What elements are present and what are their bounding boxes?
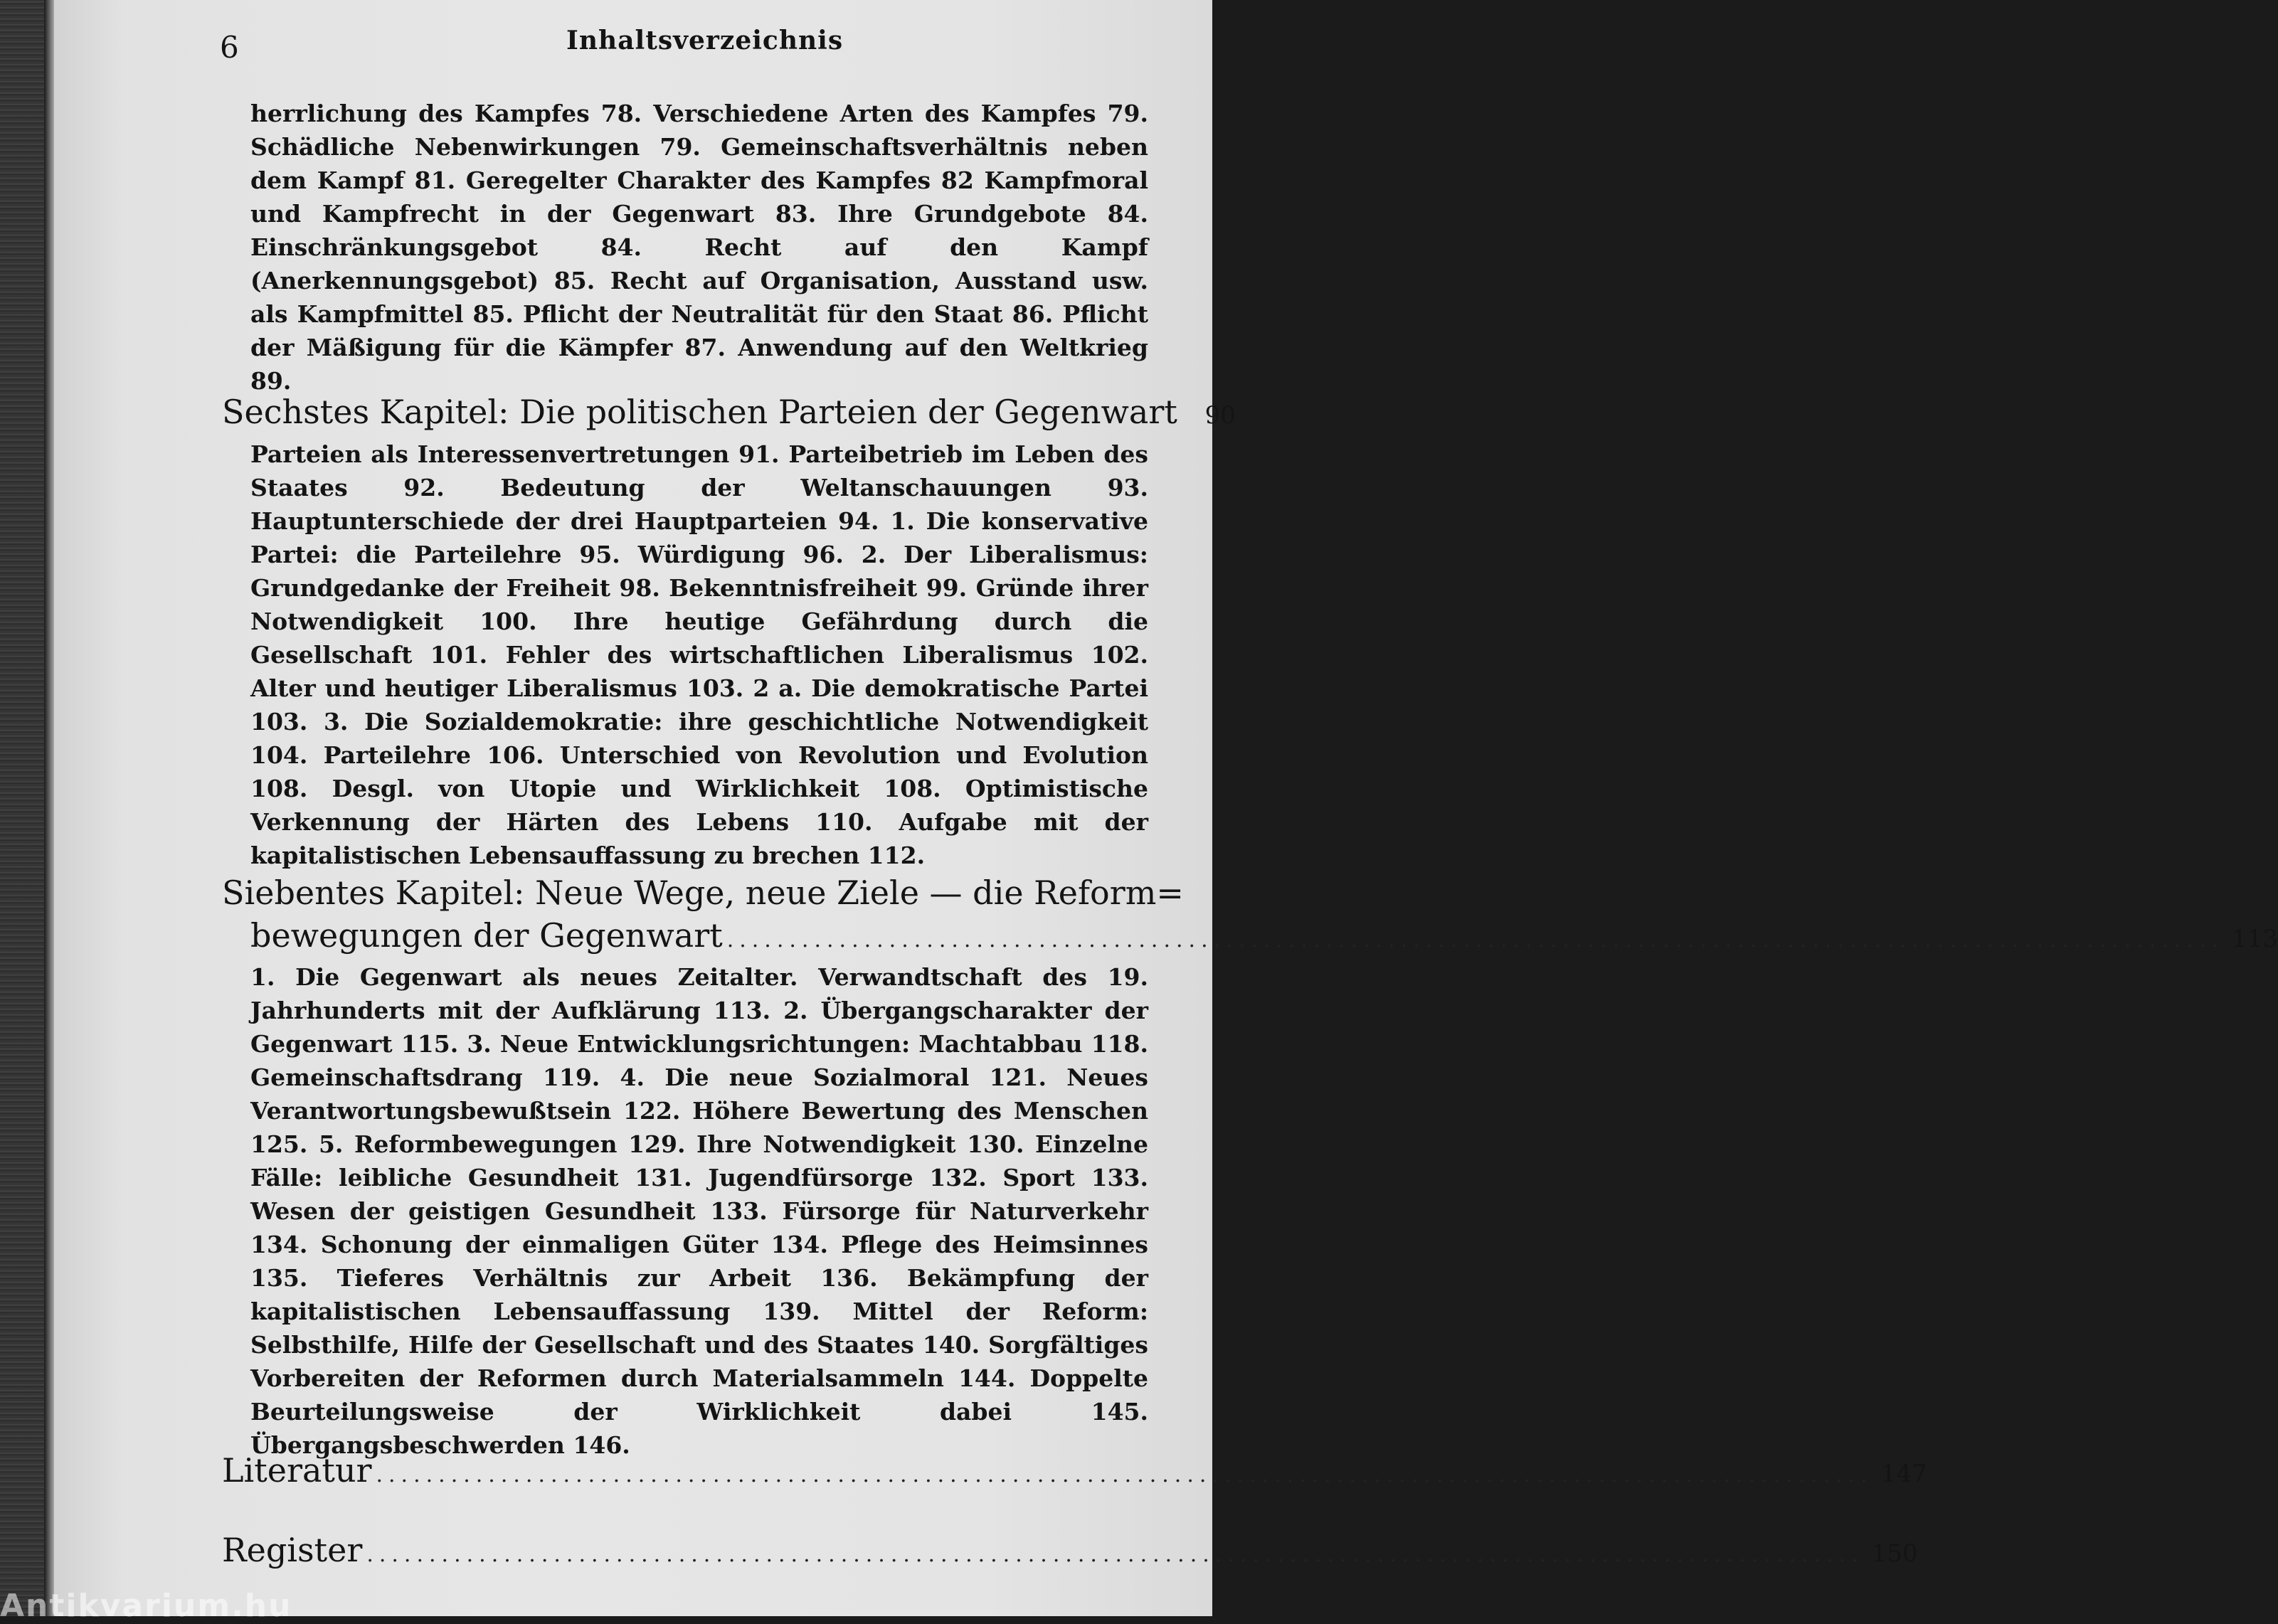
toc-entry-chapter6[interactable] xyxy=(222,393,1236,431)
literatur-title: Literatur xyxy=(222,1451,372,1490)
literatur-page: 147 xyxy=(1880,1460,1927,1488)
running-head: Inhaltsverzeichnis xyxy=(566,26,844,55)
leader-dots: ........................................................................................................................ xyxy=(366,1542,1864,1567)
leader-dots: ........................................................................................................................ xyxy=(726,928,2225,952)
toc-entry-literatur[interactable] xyxy=(222,1451,1927,1490)
leader-dots: ........................................................................................................................ xyxy=(376,1463,1873,1487)
watermark: Antikvarium.hu xyxy=(0,1588,292,1624)
register-title: Register xyxy=(222,1531,363,1569)
chapter5-continuation: herrlichung des Kampfes 78. Verschiedene Arten des Kampfes 79. Schädliche Nebenwirkungen 79. Gemeinschaftsverhältnis neben dem Kampf 81. Geregelter Charakter des Kampfes 82 Kampfmoral und Kampfrecht in der Gegenwart 83. Ihre Grundgebote 84. Einschränkungsgebot 84. Recht auf den Kampf (Anerkennungsgebot) 85. Recht auf Organisation, Ausstand usw. als Kampfmittel 85. Pflicht der Neutralität für den Staat 86. Pflicht der Mäßigung für die Kämpfer 87. Anwendung auf den Weltkrieg 89. xyxy=(250,100,1148,395)
toc-entry-chapter7[interactable] xyxy=(250,916,2278,955)
page-number: 6 xyxy=(220,30,239,65)
chapter7-title-line1[interactable]: Siebentes Kapitel: Neue Wege, neue Ziele — die Reform= xyxy=(222,874,1184,912)
book-page xyxy=(54,0,2278,1616)
toc-entry-register[interactable] xyxy=(222,1531,1918,1569)
chapter6-page: 90 xyxy=(1204,401,1236,430)
chapter6-title: Sechstes Kapitel: Die politischen Parteien der Gegenwart xyxy=(222,393,1177,431)
chapter7-page: 113 xyxy=(2232,925,2278,953)
book-spine xyxy=(0,0,50,1616)
chapter6-summary: Parteien als Interessenvertretungen 91. Parteibetrieb im Leben des Staates 92. Bedeutung der Weltanschauungen 93. Hauptunterschiede der drei Hauptparteien 94. 1. Die konservative Partei: die Parteilehre 95. Würdigung 96. 2. Der Liberalismus: Grundgedanke der Freiheit 98. Bekenntnisfreiheit 99. Gründe ihrer Notwendigkeit 100. Ihre heutige Gefährdung durch die Gesellschaft 101. Fehler des wirtschaftlichen Liberalismus 102. Alter und heutiger Liberalismus 103. 2 a. Die demokratische Partei 103. 3. Die Sozialdemokratie: ihre geschichtliche Notwendigkeit 104. Parteilehre 106. Unterschied von Revolution und Evolution 108. Desgl. von Utopie und Wirklichkeit 108. Optimistische Verkennung der Härten des Lebens 110. Aufgabe mit der kapitalistischen Lebensauffassung zu brechen 112. xyxy=(250,440,1148,869)
register-page: 150 xyxy=(1871,1539,1918,1568)
chapter7-summary: 1. Die Gegenwart als neues Zeitalter. Verwandtschaft des 19. Jahrhunderts mit der Aufklärung 113. 2. Übergangscharakter der Gegenwart 115. 3. Neue Entwicklungsrichtungen: Machtabbau 118. Gemeinschaftsdrang 119. 4. Die neue Sozialmoral 121. Neues Verantwortungsbewußtsein 122. Höhere Bewertung des Menschen 125. 5. Reformbewegungen 129. Ihre Notwendigkeit 130. Einzelne Fälle: leibliche Gesundheit 131. Jugendfürsorge 132. Sport 133. Wesen der geistigen Gesundheit 133. Fürsorge für Naturverkehr 134. Schonung der einmaligen Güter 134. Pflege des Heimsinnes 135. Tieferes Verhältnis zur Arbeit 136. Bekämpfung der kapitalistischen Lebensauffassung 139. Mittel der Reform: Selbsthilfe, Hilfe der Gesellschaft und des Staates 140. Sorgfältiges Vorbereiten der Reformen durch Materialsammeln 144. Doppelte Beurteilungsweise der Wirklichkeit dabei 145. Übergangsbeschwerden 146. xyxy=(250,963,1148,1459)
chapter7-title-line2: bewegungen der Gegenwart xyxy=(250,916,723,955)
